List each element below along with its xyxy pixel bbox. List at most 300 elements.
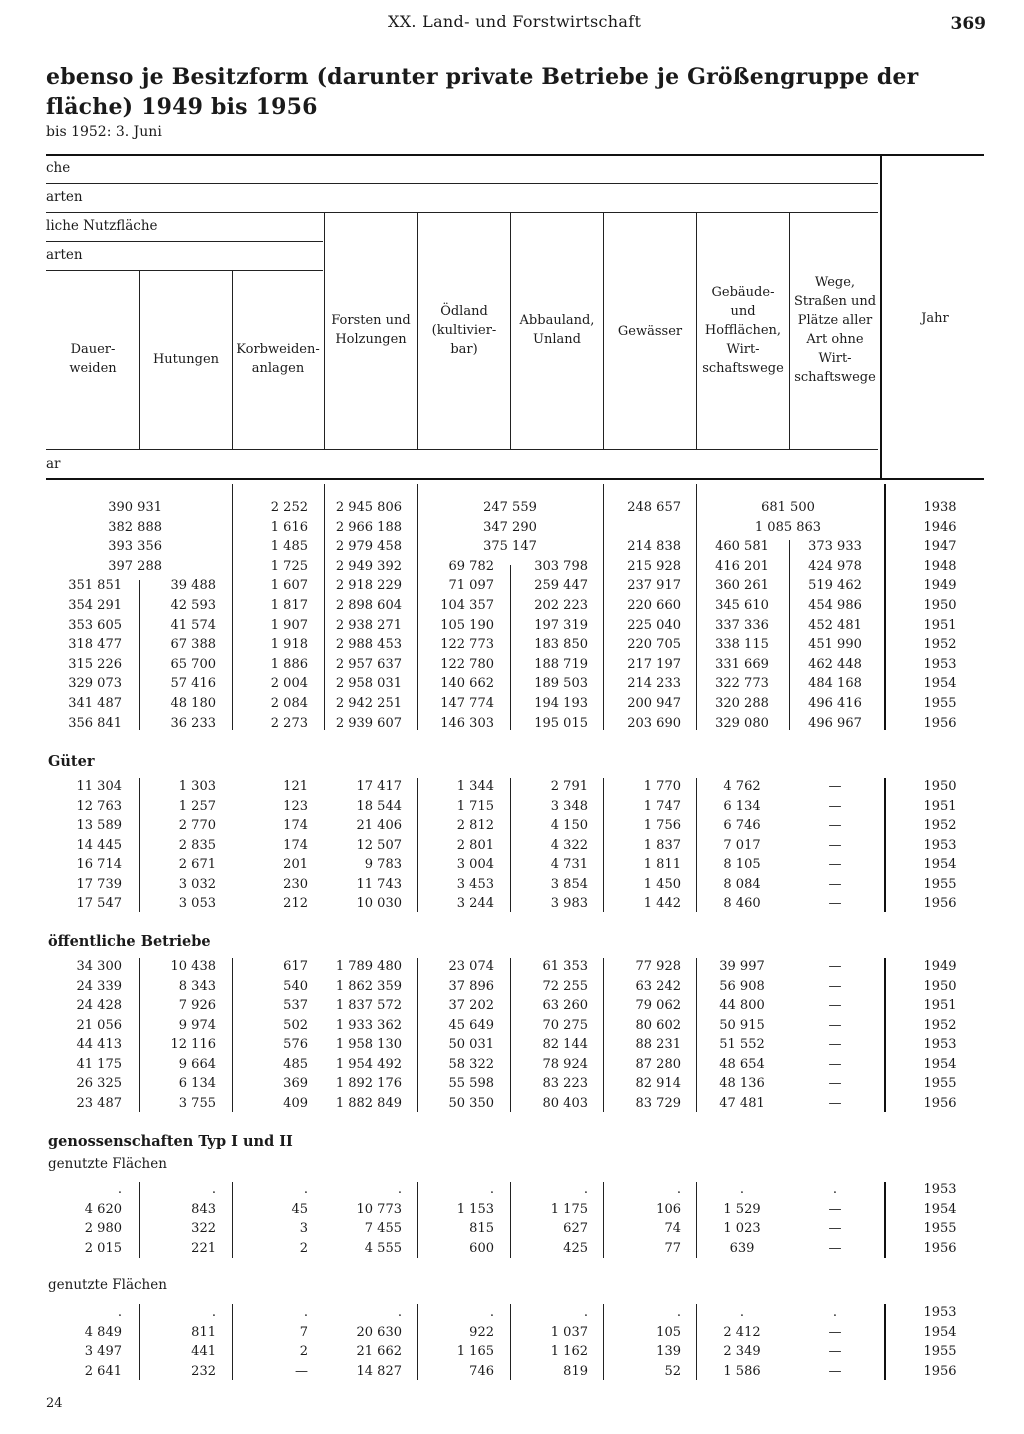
cell-dauer: 2 641	[84, 1364, 122, 1379]
cell-oed: 105 190	[440, 618, 494, 633]
cell-abb: 4 322	[550, 838, 588, 853]
cell-geb: 48 136	[719, 1076, 765, 1091]
cell-abb: 425	[563, 1241, 588, 1256]
cell-year: 1952	[923, 1018, 957, 1033]
cell-geb: .	[739, 1182, 745, 1197]
cell-geb: .	[739, 1305, 745, 1320]
cell-oed: .	[489, 1305, 494, 1320]
cell-wege: 454 986	[808, 598, 862, 613]
cell-year: 1953	[923, 657, 957, 672]
cell-gew: 1 811	[643, 857, 681, 872]
section-subtitle: genutzte Flächen	[48, 1277, 167, 1293]
cell-dauer: 3 497	[84, 1344, 122, 1359]
cell-korb: 212	[283, 896, 308, 911]
header-divider	[603, 212, 604, 449]
cell-hut: 65 700	[170, 657, 216, 672]
cell-oed: 3 244	[456, 896, 494, 911]
cell-wege: —	[828, 877, 842, 892]
cell-abb: 303 798	[534, 559, 588, 574]
cell-oed: 3 453	[456, 877, 494, 892]
cell-korb: 201	[283, 857, 308, 872]
cell-hut: 10 438	[170, 959, 216, 974]
column-header-gewaesser: Gewässer	[617, 324, 683, 339]
cell-gew: 52	[664, 1364, 681, 1379]
column-header-hutungen: Hutungen	[152, 352, 220, 367]
cell-korb: 1 607	[270, 578, 308, 593]
cell-abb: 183 850	[534, 637, 588, 652]
header-level-2: arten	[46, 189, 83, 205]
cell-wege: —	[828, 838, 842, 853]
cell-korb: 502	[283, 1018, 308, 1033]
cell-hut: 9 664	[178, 1057, 216, 1072]
cell-forst: 1 837 572	[335, 998, 402, 1013]
cell-geb: 337 336	[715, 618, 769, 633]
cell-forst: 10 773	[356, 1202, 402, 1217]
cell-year: 1952	[923, 818, 957, 833]
cell-year: 1955	[923, 1221, 957, 1236]
cell-forst: 2 939 607	[335, 716, 402, 731]
cell-wege: 424 978	[808, 559, 862, 574]
cell-year: 1951	[923, 618, 957, 633]
cell-korb: 1 485	[270, 539, 308, 554]
cell-gew: 1 770	[643, 779, 681, 794]
cell-korb: 1 907	[270, 618, 308, 633]
cell-abb: 82 144	[542, 1037, 588, 1052]
cell-wege: 496 416	[808, 696, 862, 711]
cell-oed: 815	[469, 1221, 494, 1236]
cell-dauer: 318 477	[68, 637, 122, 652]
cell-abb: 202 223	[534, 598, 588, 613]
cell-forst: 1 958 130	[335, 1037, 402, 1052]
cell-korb: 1 918	[270, 637, 308, 652]
cell-geb: 416 201	[715, 559, 769, 574]
cell-geb: 1 529	[723, 1202, 761, 1217]
cell-korb: 1 616	[270, 520, 308, 535]
cell-hut: 36 233	[170, 716, 216, 731]
cell-korb: 45	[291, 1202, 308, 1217]
cell-dauer: 351 851	[68, 578, 122, 593]
cell-abb: 63 260	[542, 998, 588, 1013]
header-divider	[696, 212, 697, 449]
cell-forst: 11 743	[356, 877, 402, 892]
cell-hut: 3 053	[178, 896, 216, 911]
header-rule	[46, 212, 878, 213]
cell-korb: 540	[283, 979, 308, 994]
cell-dauer: .	[117, 1305, 122, 1320]
cell-geb: 2 412	[723, 1325, 761, 1340]
cell-year: 1955	[923, 1344, 957, 1359]
cell-dauer: .	[117, 1182, 122, 1197]
cell-year: 1949	[923, 578, 957, 593]
cell-wege: —	[828, 1221, 842, 1236]
cell-geb: 8 460	[723, 896, 761, 911]
cell-year: 1951	[923, 998, 957, 1013]
cell-geb: 320 288	[715, 696, 769, 711]
cell-merged-m2: 347 290	[483, 520, 537, 535]
cell-dauer: 24 339	[76, 979, 122, 994]
header-rule	[46, 241, 323, 242]
cell-gew: 106	[656, 1202, 681, 1217]
cell-merged-m1: 390 931	[108, 500, 162, 515]
cell-wege: —	[828, 857, 842, 872]
cell-forst: 21 406	[356, 818, 402, 833]
cell-year: 1949	[923, 959, 957, 974]
header-divider	[417, 212, 418, 449]
running-header: XX. Land- und Forstwirtschaft	[388, 12, 642, 31]
cell-oed: 600	[469, 1241, 494, 1256]
cell-wege: 373 933	[808, 539, 862, 554]
cell-wege: —	[828, 779, 842, 794]
page-number: 369	[950, 14, 986, 34]
cell-abb: 83 223	[542, 1076, 588, 1091]
cell-hut: 41 574	[170, 618, 216, 633]
cell-korb: 121	[283, 779, 308, 794]
cell-merged-m1: 382 888	[108, 520, 162, 535]
cell-geb: 360 261	[715, 578, 769, 593]
cell-forst: 7 455	[364, 1221, 402, 1236]
cell-geb: 47 481	[719, 1096, 765, 1111]
cell-year: 1954	[923, 857, 957, 872]
header-bottom-rule	[46, 478, 984, 480]
cell-forst: 17 417	[356, 779, 402, 794]
cell-forst: 14 827	[356, 1364, 402, 1379]
cell-dauer: 2 980	[84, 1221, 122, 1236]
cell-forst: 1 862 359	[335, 979, 402, 994]
cell-dauer: 11 304	[76, 779, 122, 794]
cell-geb: 51 552	[719, 1037, 765, 1052]
cell-oed: 1 153	[456, 1202, 494, 1217]
cell-gew: 1 442	[643, 896, 681, 911]
cell-abb: 4 731	[550, 857, 588, 872]
cell-dauer: 4 849	[84, 1325, 122, 1340]
cell-hut: 42 593	[170, 598, 216, 613]
cell-oed: 69 782	[448, 559, 494, 574]
cell-abb: 259 447	[534, 578, 588, 593]
cell-forst: 2 957 637	[335, 657, 402, 672]
cell-dauer: 26 325	[76, 1076, 122, 1091]
cell-geb: 2 349	[723, 1344, 761, 1359]
cell-forst: 2 958 031	[335, 676, 402, 691]
cell-year: 1938	[923, 500, 957, 515]
cell-forst: 2 918 229	[335, 578, 402, 593]
cell-abb: 3 854	[550, 877, 588, 892]
cell-forst: 4 555	[364, 1241, 402, 1256]
cell-korb: 2	[299, 1344, 308, 1359]
cell-abb: 627	[563, 1221, 588, 1236]
cell-korb: 123	[283, 799, 308, 814]
cell-oed: 922	[469, 1325, 494, 1340]
table-subtitle: bis 1952: 3. Juni	[46, 124, 162, 140]
cell-gew: 74	[664, 1221, 681, 1236]
cell-dauer: 24 428	[76, 998, 122, 1013]
cell-dauer: 2 015	[84, 1241, 122, 1256]
cell-korb: 1 817	[270, 598, 308, 613]
cell-year: 1951	[923, 799, 957, 814]
cell-abb: 1 175	[550, 1202, 588, 1217]
cell-geb: 4 762	[723, 779, 761, 794]
cell-wege: —	[828, 1076, 842, 1091]
cell-abb: 3 348	[550, 799, 588, 814]
cell-merged-m2: 247 559	[483, 500, 537, 515]
cell-dauer: 315 226	[68, 657, 122, 672]
cell-geb: 322 773	[715, 676, 769, 691]
cell-abb: 1 162	[550, 1344, 588, 1359]
header-level-4: arten	[46, 247, 83, 263]
cell-forst: 9 783	[364, 857, 402, 872]
cell-abb: 194 193	[534, 696, 588, 711]
cell-gew: 237 917	[627, 578, 681, 593]
cell-geb: 1 023	[723, 1221, 761, 1236]
cell-wege: —	[828, 818, 842, 833]
cell-wege: —	[828, 1057, 842, 1072]
header-rule	[46, 270, 323, 271]
column-header-wege: Wege, Straßen und Plätze aller Art ohne Wirt-schaftswege	[793, 275, 877, 385]
cell-dauer: 341 487	[68, 696, 122, 711]
cell-abb: 1 037	[550, 1325, 588, 1340]
cell-gew: 217 197	[627, 657, 681, 672]
cell-geb: 39 997	[719, 959, 765, 974]
cell-hut: 7 926	[178, 998, 216, 1013]
column-header-gebaeude: Gebäude- und Hofflächen, Wirt-schaftswege	[702, 285, 784, 376]
cell-abb: 195 015	[534, 716, 588, 731]
cell-merged-m3: 681 500	[761, 500, 815, 515]
cell-korb: .	[303, 1305, 308, 1320]
cell-year: 1950	[923, 979, 957, 994]
cell-hut: 322	[191, 1221, 216, 1236]
cell-merged-m2: 375 147	[483, 539, 537, 554]
table-title-line-1: ebenso je Besitzform (darunter private Betriebe je Größengruppe der	[46, 64, 919, 90]
cell-merged-m1: 397 288	[108, 559, 162, 574]
cell-gew: 215 928	[627, 559, 681, 574]
cell-oed: 71 097	[448, 578, 494, 593]
cell-gew: .	[676, 1305, 681, 1320]
cell-gew: .	[676, 1182, 681, 1197]
cell-oed: 122 773	[440, 637, 494, 652]
cell-forst: 1 954 492	[335, 1057, 402, 1072]
cell-geb: 48 654	[719, 1057, 765, 1072]
cell-forst: 2 966 188	[335, 520, 402, 535]
header-top-rule	[46, 154, 984, 156]
cell-forst: 2 988 453	[335, 637, 402, 652]
cell-hut: 8 343	[178, 979, 216, 994]
cell-korb: 1 886	[270, 657, 308, 672]
cell-year: 1950	[923, 779, 957, 794]
cell-year: 1953	[923, 838, 957, 853]
cell-wege: —	[828, 1325, 842, 1340]
cell-geb: 8 105	[723, 857, 761, 872]
cell-gew: 77 928	[635, 959, 681, 974]
cell-oed: 1 715	[456, 799, 494, 814]
cell-wege: —	[828, 1241, 842, 1256]
cell-abb: .	[583, 1182, 588, 1197]
cell-merged-m3: 1 085 863	[754, 520, 822, 535]
cell-abb: 188 719	[534, 657, 588, 672]
cell-year: 1953	[923, 1182, 957, 1197]
cell-oed: 1 344	[456, 779, 494, 794]
cell-year: 1956	[923, 716, 957, 731]
cell-gew: 79 062	[635, 998, 681, 1013]
cell-gew: 225 040	[627, 618, 681, 633]
cell-year: 1953	[923, 1305, 957, 1320]
cell-gew: 214 838	[627, 539, 681, 554]
cell-year: 1950	[923, 598, 957, 613]
cell-oed: 37 896	[448, 979, 494, 994]
header-divider	[880, 154, 882, 478]
cell-dauer: 329 073	[68, 676, 122, 691]
column-header-forsten: Forsten und Holzungen	[331, 313, 411, 347]
cell-hut: 1 303	[178, 779, 216, 794]
cell-hut: 811	[191, 1325, 216, 1340]
cell-korb: 1 725	[270, 559, 308, 574]
cell-hut: 6 134	[178, 1076, 216, 1091]
cell-wege: —	[828, 1364, 842, 1379]
cell-year: 1948	[923, 559, 957, 574]
cell-abb: 2 791	[550, 779, 588, 794]
cell-abb: 4 150	[550, 818, 588, 833]
cell-oed: 23 074	[448, 959, 494, 974]
cell-forst: .	[397, 1182, 402, 1197]
cell-wege: —	[828, 998, 842, 1013]
cell-geb: 331 669	[715, 657, 769, 672]
cell-abb: 3 983	[550, 896, 588, 911]
section-subtitle: genutzte Flächen	[48, 1156, 167, 1172]
header-rule	[46, 183, 878, 184]
cell-year: 1956	[923, 1364, 957, 1379]
cell-year: 1956	[923, 1096, 957, 1111]
cell-dauer: 12 763	[76, 799, 122, 814]
cell-korb: 617	[283, 959, 308, 974]
cell-oed: 122 780	[440, 657, 494, 672]
cell-dauer: 354 291	[68, 598, 122, 613]
cell-year: 1952	[923, 637, 957, 652]
cell-forst: 2 898 604	[335, 598, 402, 613]
cell-korb: 2 273	[270, 716, 308, 731]
header-divider	[232, 270, 233, 449]
cell-korb: 2 004	[270, 676, 308, 691]
cell-dauer: 17 739	[76, 877, 122, 892]
cell-geb: 1 586	[723, 1364, 761, 1379]
cell-geb: 329 080	[715, 716, 769, 731]
cell-wege: —	[828, 959, 842, 974]
cell-forst: 20 630	[356, 1325, 402, 1340]
cell-korb: 537	[283, 998, 308, 1013]
cell-hut: 1 257	[178, 799, 216, 814]
cell-wege: —	[828, 1344, 842, 1359]
cell-gew: 88 231	[635, 1037, 681, 1052]
cell-hut: 39 488	[170, 578, 216, 593]
cell-dauer: 21 056	[76, 1018, 122, 1033]
header-divider	[324, 212, 325, 449]
cell-korb: 2	[299, 1241, 308, 1256]
cell-gew: 203 690	[627, 716, 681, 731]
cell-forst: 2 979 458	[335, 539, 402, 554]
cell-geb: 6 746	[723, 818, 761, 833]
cell-korb: 230	[283, 877, 308, 892]
cell-gew: 1 837	[643, 838, 681, 853]
cell-hut: 12 116	[170, 1037, 216, 1052]
cell-oed: 2 812	[456, 818, 494, 833]
cell-gew: 83 729	[635, 1096, 681, 1111]
column-header-dauerweiden: Dauer-weiden	[69, 342, 117, 376]
cell-year: 1953	[923, 1037, 957, 1052]
cell-oed: 37 202	[448, 998, 494, 1013]
cell-abb: 70 275	[542, 1018, 588, 1033]
cell-year: 1947	[923, 539, 957, 554]
cell-korb: 2 084	[270, 696, 308, 711]
unit-label: ar	[46, 456, 61, 472]
cell-hut: 67 388	[170, 637, 216, 652]
cell-gew: 105	[656, 1325, 681, 1340]
cell-hut: 3 755	[178, 1096, 216, 1111]
cell-dauer: 41 175	[76, 1057, 122, 1072]
cell-geb: 345 610	[715, 598, 769, 613]
cell-merged-m1: 393 356	[108, 539, 162, 554]
cell-year: 1954	[923, 1202, 957, 1217]
cell-forst: .	[397, 1305, 402, 1320]
cell-dauer: 14 445	[76, 838, 122, 853]
cell-oed: 50 031	[448, 1037, 494, 1052]
cell-forst: 18 544	[356, 799, 402, 814]
cell-dauer: 353 605	[68, 618, 122, 633]
cell-wege: —	[828, 1096, 842, 1111]
cell-geb: 8 084	[723, 877, 761, 892]
cell-dauer: 16 714	[76, 857, 122, 872]
cell-oed: 1 165	[456, 1344, 494, 1359]
cell-forst: 1 882 849	[335, 1096, 402, 1111]
header-divider	[510, 212, 511, 449]
cell-gew: 220 660	[627, 598, 681, 613]
cell-oed: 2 801	[456, 838, 494, 853]
cell-gew: 87 280	[635, 1057, 681, 1072]
cell-forst: 21 662	[356, 1344, 402, 1359]
cell-forst: 2 949 392	[335, 559, 402, 574]
cell-geb: 460 581	[715, 539, 769, 554]
cell-oed: 50 350	[448, 1096, 494, 1111]
cell-wege: —	[828, 1018, 842, 1033]
cell-dauer: 44 413	[76, 1037, 122, 1052]
cell-hut: 9 974	[178, 1018, 216, 1033]
column-header-jahr: Jahr	[921, 311, 949, 326]
cell-wege: 496 967	[808, 716, 862, 731]
section-title: Güter	[48, 753, 95, 770]
cell-geb: 50 915	[719, 1018, 765, 1033]
header-level-3: liche Nutzfläche	[46, 218, 158, 234]
cell-wege: 462 448	[808, 657, 862, 672]
cell-forst: 2 938 271	[335, 618, 402, 633]
cell-hut: 2 770	[178, 818, 216, 833]
cell-year: 1955	[923, 1076, 957, 1091]
cell-wege: —	[828, 1037, 842, 1052]
cell-korb: 174	[283, 838, 308, 853]
cell-oed: 746	[469, 1364, 494, 1379]
cell-wege: 452 481	[808, 618, 862, 633]
cell-forst: 1 933 362	[335, 1018, 402, 1033]
cell-abb: 819	[563, 1364, 588, 1379]
cell-wege: .	[832, 1305, 838, 1320]
cell-forst: 1 789 480	[335, 959, 402, 974]
cell-year: 1954	[923, 1057, 957, 1072]
cell-wege: —	[828, 1202, 842, 1217]
cell-dauer: 13 589	[76, 818, 122, 833]
cell-abb: 197 319	[534, 618, 588, 633]
cell-forst: 1 892 176	[335, 1076, 402, 1091]
cell-korb: 7	[299, 1325, 308, 1340]
cell-gew: 77	[664, 1241, 681, 1256]
cell-year: 1954	[923, 676, 957, 691]
cell-korb: 174	[283, 818, 308, 833]
cell-gew: 248 657	[627, 500, 681, 515]
cell-abb: .	[583, 1305, 588, 1320]
